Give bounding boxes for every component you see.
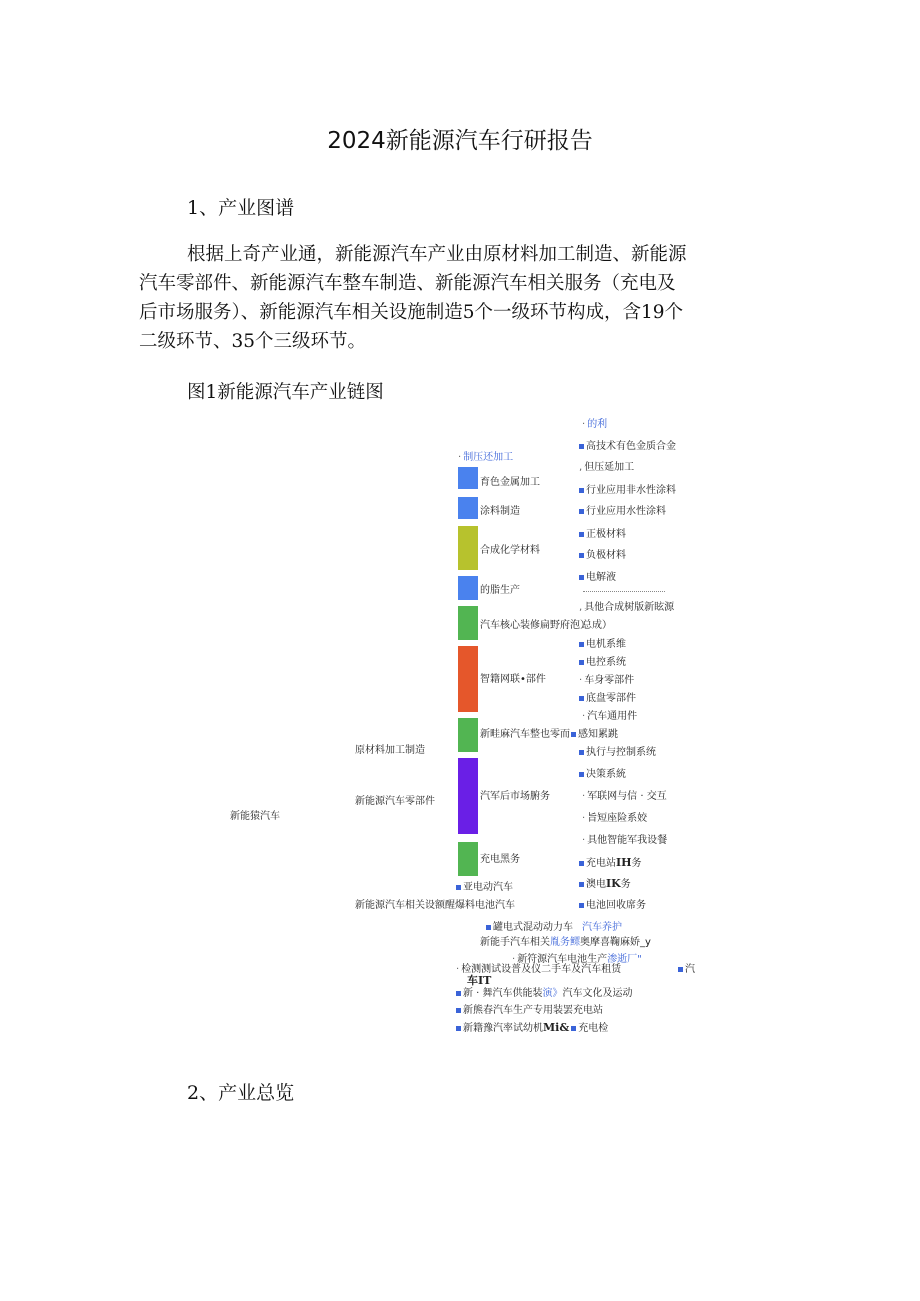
category-bar [458,467,478,489]
level1-node: 新能源汽车相关设额醒爆料电池汽车 [355,900,515,911]
level3-node: 行业应用水性涂料 [579,505,666,518]
lower-node: 新能手汽车相关胤务鳏奥摩喜鞠麻娇_y [480,937,651,948]
level2-node: 新畦麻汽车整也零而 [480,729,570,740]
level2-node: 充电黑务 [480,854,520,865]
category-bar [458,646,478,712]
level2-node: 汽车核心装修扁野府泡） [480,620,590,631]
level3-node: 电机系维 [579,638,626,651]
lower-node: 汽 [678,963,695,976]
level3-node: 总成） [582,620,612,631]
level3-node: · 具他智能军我设餐 [582,835,668,846]
level3-node: · 军联网与信 · 交互 [582,791,667,802]
level3-node: 电控系统 [579,656,626,669]
level3-node: 电解液 [579,571,616,584]
level3-node: 正极材料 [579,528,626,541]
level3-node: 行业应用非水性涂料 [579,484,676,497]
level3-node: 决策系統 [579,768,626,781]
lower-node: · 新符源汽车电池生产渗逝厂" [512,954,642,965]
paragraph-line: 后市场服务）、新能源汽车相关设施制造5个一级环节构成，含19个 [139,302,684,323]
level3-node: · 的利 [582,419,608,430]
level3-node: 执行与控制系统 [579,746,656,759]
level2-node: 的脂生产 [480,585,520,596]
level3-node: , 具他合成树版新眩源 [579,602,675,613]
level3-node: 澳电IK务 [579,877,631,891]
level2-node: 涂料制造 [480,506,520,517]
lower-node: 车IT [467,974,492,987]
lower-node: 新 · 舞汽车供能装演》汽车文化及运动 [456,987,633,1000]
section-heading-2: 2、产业总览 [187,1082,295,1104]
category-bar [458,576,478,600]
level3-node: 充电站IH务 [579,856,642,870]
category-bar [458,606,478,640]
clipped-label-fragment [583,591,665,596]
category-bar [458,718,478,752]
level2-node: 亚电动汽车 [456,881,513,894]
level3-node: , 但压延加工 [579,462,635,473]
level3-node: · 车身零部件 [579,675,635,686]
page-title: 2024新能源汽车行研报告 [327,128,593,154]
lower-node: · 检测测试设普及仪二手车及汽车租赁 [456,964,622,975]
lower-node: 新熊春汽车生产专用装罢充电站 [456,1004,603,1017]
level3-node: 负极材料 [579,549,626,562]
level2-node: 合成化学材料 [480,545,540,556]
level1-node-tail: 额醒爆料电池汽车 [435,900,515,911]
level3-node: 底盘零部件 [579,692,636,705]
level2-node: 育色金属加工 [480,477,540,488]
category-bar [458,526,478,570]
level3-node: 感知累跳 [571,728,618,741]
level3-node: · 汽车通用件 [582,711,638,722]
root-node: 新能猿汽车 [230,811,280,822]
category-bar [458,497,478,519]
lower-node: 汽车养护 [582,922,622,933]
paragraph-line: 根据上奇产业通，新能源汽车产业由原材料加工制造、新能源 [187,244,687,265]
level3-node: 高技术有色金质合金 [579,440,676,453]
lower-node: 新籍豫汽率试幼机Mi& 充电检 [456,1021,608,1035]
category-bar [458,758,478,834]
paragraph-line: 二级环节、35个三级环节。 [139,331,367,352]
level3-node: 电池回收席务 [579,899,646,912]
level2-node: 汽军后市场腑务 [480,791,550,802]
section-heading-1: 1、产业图谱 [187,197,295,219]
lower-node: 罐电式混动动力车 [486,921,573,934]
level2-node: 智籍网联•部件 [480,674,546,685]
level1-node: 新能源汽车零部件 [355,796,435,807]
level2-node: · 制压还加工 [458,452,514,463]
level1-node: 原材料加工制造 [355,745,425,756]
category-bar [458,842,478,876]
figure-caption: 图1新能源汽车产业链图 [187,382,384,403]
paragraph-line: 汽车零部件、新能源汽车整车制造、新能源汽车相关服务（充电及 [139,273,676,294]
level3-node: · 旨短座险系姣 [582,813,648,824]
